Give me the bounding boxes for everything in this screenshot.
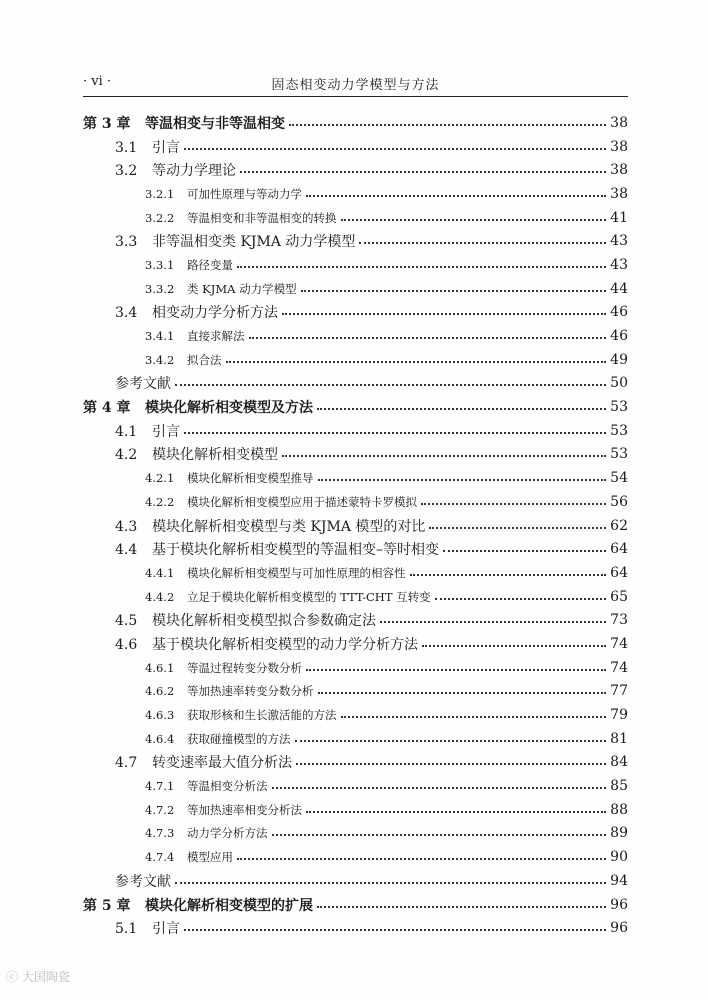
- toc-entry-sec[interactable]: [83, 158, 628, 182]
- toc-page-number: 53: [610, 399, 628, 416]
- toc-label: [115, 871, 171, 891]
- toc-entry-chap[interactable]: [83, 395, 628, 419]
- toc-page-number: 53: [610, 446, 628, 463]
- toc-number: 4.2.2: [145, 494, 175, 509]
- toc-title: 获取形核和生长激活能的方法: [187, 708, 337, 723]
- toc-title: 模块化解析相变模型应用于描述蒙特卡罗模拟: [187, 494, 417, 509]
- toc-page-number: 64: [610, 564, 628, 581]
- toc-label: [115, 610, 376, 630]
- toc-page-number: 54: [610, 470, 628, 487]
- toc-label: [145, 186, 302, 202]
- toc-leader-dots: [306, 669, 606, 671]
- toc-number: 4.7.3: [145, 826, 175, 841]
- toc-leader-dots: [272, 787, 607, 789]
- toc-page-number: 85: [610, 778, 628, 795]
- toc-number: 4.7: [115, 755, 138, 772]
- toc-leader-dots: [318, 479, 607, 481]
- toc-number: 4.7.2: [145, 802, 175, 817]
- toc-page-number: 74: [610, 659, 628, 676]
- toc-entry-sec[interactable]: [83, 751, 628, 775]
- toc-number: 4.7.1: [145, 779, 175, 794]
- toc-leader-dots: [443, 550, 606, 552]
- toc-entry-sub[interactable]: [83, 774, 628, 798]
- toc-page-number: 88: [610, 801, 628, 818]
- toc-page-number: 74: [610, 635, 628, 652]
- toc-page-number: 53: [610, 422, 628, 439]
- toc-title: 拟合法: [187, 352, 222, 367]
- toc-leader-dots: [226, 361, 607, 363]
- toc-number: 第 3 章: [83, 115, 131, 132]
- toc-entry-sub[interactable]: [83, 845, 628, 869]
- toc-number: 4.4.2: [145, 589, 175, 604]
- toc-page-number: 94: [610, 872, 628, 889]
- toc-label: [145, 731, 291, 747]
- toc-number: 3.2.1: [145, 186, 175, 201]
- toc-leader-dots: [359, 242, 606, 244]
- toc-page-number: 96: [610, 920, 628, 937]
- toc-entry-sec[interactable]: [83, 301, 628, 325]
- toc-entry-sub[interactable]: [83, 703, 628, 727]
- toc-number: 4.7.4: [145, 850, 175, 865]
- toc-leader-dots: [175, 384, 606, 386]
- toc-title: 模块化解析相变模型与可加性原理的相容性: [187, 565, 406, 580]
- toc-title: 参考文献: [115, 376, 171, 393]
- toc-leader-dots: [289, 124, 606, 126]
- toc-title: 模块化解析相变模型的扩展: [145, 897, 313, 914]
- toc-title: 模块化解析相变模型: [152, 447, 278, 464]
- toc-page-number: 96: [610, 896, 628, 913]
- toc-title: 等加热速率转变分数分析: [187, 684, 314, 699]
- toc-number: 4.3: [115, 518, 138, 535]
- toc-leader-dots: [237, 858, 606, 860]
- toc-entry-sub[interactable]: [83, 277, 628, 301]
- toc-label: [145, 849, 233, 865]
- toc-leader-dots: [184, 148, 606, 150]
- toc-label: [83, 113, 285, 133]
- toc-entry-chap[interactable]: [83, 111, 628, 135]
- toc-label: [145, 778, 268, 794]
- toc-label: [115, 516, 425, 536]
- toc-entry-sub[interactable]: [83, 656, 628, 680]
- toc-number: 3.4.1: [145, 329, 175, 344]
- toc-leader-dots: [317, 906, 606, 908]
- toc-entry-sub[interactable]: [83, 727, 628, 751]
- toc-page-number: 62: [610, 517, 628, 534]
- toc-entry-sec[interactable]: [83, 608, 628, 632]
- toc-leader-dots: [317, 408, 606, 410]
- toc-title: 等动力学理论: [152, 163, 236, 180]
- toc-title: 可加性原理与等动力学: [187, 186, 302, 201]
- toc-entry-sub[interactable]: [83, 324, 628, 348]
- toc-number: 3.4: [115, 305, 138, 322]
- toc-title: 直接求解法: [187, 329, 245, 344]
- toc-label: [115, 752, 292, 772]
- watermark: [6, 968, 70, 985]
- toc-leader-dots: [296, 763, 606, 765]
- toc-label: [145, 565, 406, 581]
- toc-title: 立足于模块化解析相变模型的 TTT-CHT 互转变: [187, 589, 431, 604]
- toc-entry-sub[interactable]: [83, 490, 628, 514]
- toc-page-number: 49: [610, 351, 628, 368]
- toc-label: [145, 707, 337, 723]
- toc-leader-dots: [435, 598, 607, 600]
- toc-entry-sub[interactable]: [83, 348, 628, 372]
- header-rule: [83, 96, 628, 97]
- toc-label: [145, 589, 431, 605]
- toc-leader-dots: [341, 219, 607, 221]
- toc-leader-dots: [282, 313, 606, 315]
- toc-entry-sec[interactable]: [83, 443, 628, 467]
- toc-label: [83, 397, 313, 417]
- toc-title: 等加热速率相变分析法: [187, 802, 302, 817]
- toc-leader-dots: [429, 527, 606, 529]
- toc-label: [115, 373, 171, 393]
- toc-label: [145, 328, 245, 344]
- toc-title: 模块化解析相变模型推导: [187, 471, 314, 486]
- toc-page-number: 38: [610, 162, 628, 179]
- toc-title: 等温过程转变分数分析: [187, 660, 302, 675]
- toc-label: [115, 421, 180, 441]
- toc-title: 路径变量: [187, 257, 233, 272]
- toc-entry-sub[interactable]: [83, 206, 628, 230]
- toc-number: 3.2.2: [145, 210, 175, 225]
- toc-leader-dots: [306, 195, 606, 197]
- toc-page-number: 38: [610, 185, 628, 202]
- toc-page-number: 73: [610, 612, 628, 629]
- toc-leader-dots: [301, 290, 607, 292]
- toc-entry-sec[interactable]: [83, 916, 628, 940]
- toc-entry-sub[interactable]: [83, 466, 628, 490]
- toc-title: 等温相变和非等温相变的转换: [187, 210, 337, 225]
- toc-title: 引言: [152, 423, 180, 440]
- toc-entry-sub[interactable]: [83, 798, 628, 822]
- toc-title: 模块化解析相变模型及方法: [145, 400, 313, 417]
- toc-entry-sub[interactable]: [83, 561, 628, 585]
- watermark-icon: ⓒ: [6, 970, 19, 984]
- toc-entry-ref[interactable]: [83, 372, 628, 396]
- toc-page-number: 79: [610, 707, 628, 724]
- toc-page-number: 90: [610, 849, 628, 866]
- toc-leader-dots: [306, 811, 606, 813]
- toc-label: [145, 660, 302, 676]
- toc-page-number: 44: [610, 280, 628, 297]
- toc-page-number: 56: [610, 493, 628, 510]
- toc-label: [115, 634, 418, 654]
- toc-page-number: 64: [610, 541, 628, 558]
- toc-number: 4.4.1: [145, 565, 175, 580]
- toc-title: 等温相变与非等温相变: [145, 115, 285, 132]
- toc-leader-dots: [272, 834, 607, 836]
- toc-page-number: 43: [610, 233, 628, 250]
- toc-entry-chap[interactable]: [83, 893, 628, 917]
- page-header: [83, 72, 628, 94]
- toc-label: [145, 683, 314, 699]
- toc-page-number: 46: [610, 304, 628, 321]
- table-of-contents: [83, 111, 628, 940]
- toc-number: 5.1: [115, 921, 138, 938]
- toc-leader-dots: [341, 716, 607, 718]
- toc-title: 获取碰撞模型的方法: [187, 731, 291, 746]
- toc-leader-dots: [410, 574, 607, 576]
- toc-number: 4.4: [115, 542, 138, 559]
- toc-entry-sec[interactable]: [83, 419, 628, 443]
- toc-number: 第 4 章: [83, 400, 131, 417]
- toc-leader-dots: [318, 692, 607, 694]
- toc-label: [145, 825, 268, 841]
- toc-number: 4.6.3: [145, 708, 175, 723]
- toc-label: [115, 160, 236, 180]
- toc-leader-dots: [422, 645, 606, 647]
- toc-entry-ref[interactable]: [83, 869, 628, 893]
- toc-title: 模型应用: [187, 850, 233, 865]
- toc-label: [115, 539, 439, 559]
- toc-number: 4.6.1: [145, 660, 175, 675]
- toc-number: 3.1: [115, 139, 138, 156]
- toc-entry-sub[interactable]: [83, 585, 628, 609]
- toc-number: 3.3.1: [145, 257, 175, 272]
- toc-entry-sub[interactable]: [83, 680, 628, 704]
- toc-title: 非等温相变类 KJMA 动力学模型: [152, 234, 356, 251]
- toc-label: [145, 210, 337, 226]
- toc-number: 4.6: [115, 636, 138, 653]
- toc-title: 引言: [152, 139, 180, 156]
- toc-title: 基于模块化解析相变模型的动力学分析方法: [152, 636, 418, 653]
- toc-label: [115, 137, 180, 157]
- toc-entry-sub[interactable]: [83, 253, 628, 277]
- page-number: · vi ·: [83, 74, 112, 89]
- toc-number: 4.6.4: [145, 731, 175, 746]
- toc-number: 第 5 章: [83, 897, 131, 914]
- toc-leader-dots: [282, 455, 606, 457]
- toc-title: 基于模块化解析相变模型的等温相变–等时相变: [152, 542, 439, 559]
- toc-label: [115, 302, 278, 322]
- toc-page-number: 77: [610, 683, 628, 700]
- toc-leader-dots: [421, 503, 606, 505]
- toc-number: 3.2: [115, 163, 138, 180]
- toc-leader-dots: [295, 740, 607, 742]
- toc-label: [145, 352, 222, 368]
- toc-number: 3.3.2: [145, 281, 175, 296]
- toc-page-number: 43: [610, 256, 628, 273]
- toc-title: 动力学分析方法: [187, 826, 268, 841]
- toc-page-number: 46: [610, 328, 628, 345]
- toc-label: [115, 444, 278, 464]
- book-title: 固态相变动力学模型与方法: [271, 78, 440, 93]
- toc-page-number: 84: [610, 754, 628, 771]
- toc-entry-sec[interactable]: [83, 135, 628, 159]
- toc-title: 类 KJMA 动力学模型: [187, 281, 297, 296]
- toc-number: 4.1: [115, 423, 138, 440]
- toc-leader-dots: [184, 432, 606, 434]
- toc-page-number: 50: [610, 375, 628, 392]
- toc-page-number: 38: [610, 114, 628, 131]
- toc-number: 4.2.1: [145, 471, 175, 486]
- toc-page-number: 81: [610, 730, 628, 747]
- toc-label: [145, 802, 302, 818]
- toc-title: 相变动力学分析方法: [152, 305, 278, 322]
- toc-page-number: 41: [610, 209, 628, 226]
- toc-label: [115, 918, 180, 938]
- toc-leader-dots: [380, 621, 606, 623]
- toc-page-number: 38: [610, 138, 628, 155]
- toc-page-number: 89: [610, 825, 628, 842]
- toc-label: [83, 895, 313, 915]
- toc-entry-sec[interactable]: [83, 514, 628, 538]
- toc-page-number: 65: [610, 588, 628, 605]
- toc-label: [145, 494, 417, 510]
- toc-leader-dots: [175, 882, 606, 884]
- toc-title: 转变速率最大值分析法: [152, 755, 292, 772]
- toc-label: [115, 231, 355, 251]
- toc-entry-sub[interactable]: [83, 182, 628, 206]
- toc-title: 模块化解析相变模型与类 KJMA 模型的对比: [152, 518, 426, 535]
- toc-entry-sec[interactable]: [83, 632, 628, 656]
- toc-number: 4.6.2: [145, 684, 175, 699]
- toc-leader-dots: [184, 929, 606, 931]
- toc-leader-dots: [237, 266, 606, 268]
- toc-label: [145, 281, 297, 297]
- toc-entry-sec[interactable]: [83, 229, 628, 253]
- toc-title: 等温相变分析法: [187, 779, 268, 794]
- toc-number: 4.5: [115, 613, 138, 630]
- toc-number: 3.4.2: [145, 352, 175, 367]
- toc-title: 引言: [152, 921, 180, 938]
- toc-leader-dots: [249, 337, 607, 339]
- watermark-text: 大国陶瓷: [21, 970, 70, 984]
- toc-title: 模块化解析相变模型拟合参数确定法: [152, 613, 376, 630]
- toc-title: 参考文献: [115, 873, 171, 890]
- toc-number: 3.3: [115, 234, 138, 251]
- toc-entry-sub[interactable]: [83, 822, 628, 846]
- toc-label: [145, 257, 233, 273]
- toc-entry-sec[interactable]: [83, 537, 628, 561]
- toc-label: [145, 470, 314, 486]
- toc-number: 4.2: [115, 447, 138, 464]
- toc-leader-dots: [240, 171, 606, 173]
